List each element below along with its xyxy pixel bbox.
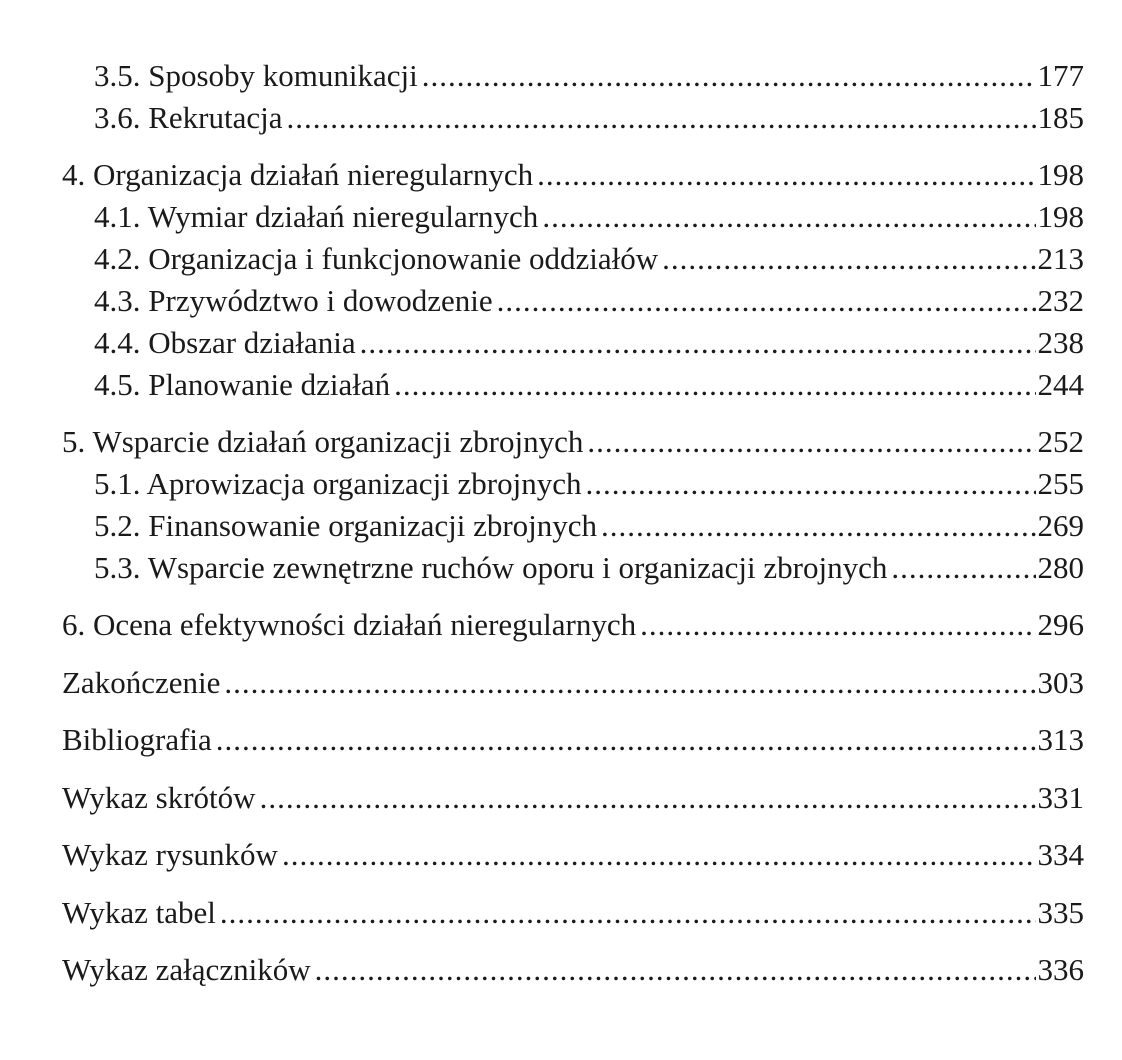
toc-entry-4-5[interactable] xyxy=(94,367,1084,403)
toc-entry-label: Zakończenie xyxy=(62,665,221,700)
toc-entry-label: 4.2. Organizacja i funkcjonowanie oddziałów xyxy=(94,241,659,276)
toc-entry-label: 4.1. Wymiar działań nieregularnych xyxy=(94,199,539,234)
toc-entry-page-number: 331 xyxy=(1037,780,1084,815)
toc-entry-label: Wykaz rysunków xyxy=(62,837,278,872)
toc-entry-zakonczenie[interactable] xyxy=(62,665,1084,701)
dot-leader xyxy=(587,424,1035,460)
toc-entry-page-number: 303 xyxy=(1037,665,1084,700)
toc-entry-page-number: 334 xyxy=(1037,837,1084,872)
toc-entry-wykaz-skrotow[interactable] xyxy=(62,780,1084,816)
toc-entry-bibliografia[interactable] xyxy=(62,722,1084,758)
toc-entry-4-3[interactable] xyxy=(94,283,1084,319)
dot-leader xyxy=(282,837,1036,873)
toc-entry-4-2[interactable] xyxy=(94,241,1084,277)
toc-entry-page-number: 269 xyxy=(1037,508,1084,543)
toc-entry-chapter-6[interactable] xyxy=(62,607,1084,643)
toc-entry-page-number: 232 xyxy=(1037,283,1084,318)
toc-entry-page-number: 255 xyxy=(1037,466,1084,501)
toc-entry-page-number: 185 xyxy=(1037,100,1084,135)
dot-leader xyxy=(891,550,1035,586)
toc-entry-page-number: 198 xyxy=(1037,157,1084,192)
toc-entry-page-number: 296 xyxy=(1037,607,1084,642)
dot-leader xyxy=(537,157,1035,193)
toc-entry-page-number: 198 xyxy=(1037,199,1084,234)
toc-entry-page-number: 313 xyxy=(1037,722,1084,757)
toc-entry-label: 5.1. Aprowizacja organizacji zbrojnych xyxy=(94,466,582,501)
toc-entry-label: 4.4. Obszar działania xyxy=(94,325,356,360)
toc-entry-page-number: 335 xyxy=(1037,895,1084,930)
toc-entry-5-2[interactable] xyxy=(94,508,1084,544)
toc-entry-page-number: 213 xyxy=(1037,241,1084,276)
toc-entry-label: 5.3. Wsparcie zewnętrzne ruchów oporu i organizacji zbrojnych xyxy=(94,550,888,585)
toc-entry-page-number: 280 xyxy=(1037,550,1084,585)
dot-leader xyxy=(360,325,1036,361)
toc-entry-4-1[interactable] xyxy=(94,199,1084,235)
dot-leader xyxy=(394,367,1035,403)
toc-entry-5-1[interactable] xyxy=(94,466,1084,502)
toc-entry-5-3[interactable] xyxy=(94,550,1084,586)
toc-entry-3-5[interactable] xyxy=(94,58,1084,94)
toc-entry-page-number: 244 xyxy=(1037,367,1084,402)
toc-entry-label: Bibliografia xyxy=(62,722,212,757)
toc-entry-label: 3.6. Rekrutacja xyxy=(94,100,283,135)
dot-leader xyxy=(224,665,1035,701)
toc-entry-label: 6. Ocena efektywności działań nieregularnych xyxy=(62,607,637,642)
toc-entry-label: Wykaz tabel xyxy=(62,895,216,930)
dot-leader xyxy=(640,607,1035,643)
toc-entry-chapter-5[interactable] xyxy=(62,424,1084,460)
toc-entry-label: 4. Organizacja działań nieregularnych xyxy=(62,157,534,192)
dot-leader xyxy=(216,722,1036,758)
toc-entry-page-number: 238 xyxy=(1037,325,1084,360)
toc-entry-label: 5. Wsparcie działań organizacji zbrojnych xyxy=(62,424,584,459)
dot-leader xyxy=(422,58,1036,94)
dot-leader xyxy=(287,100,1036,136)
toc-entry-label: 4.3. Przywództwo i dowodzenie xyxy=(94,283,493,318)
dot-leader xyxy=(220,895,1036,931)
dot-leader xyxy=(497,283,1036,319)
toc-entry-chapter-4[interactable] xyxy=(62,157,1084,193)
toc-entry-wykaz-zalacznikow[interactable] xyxy=(62,952,1084,988)
toc-entry-label: 4.5. Planowanie działań xyxy=(94,367,391,402)
toc-entry-3-6[interactable] xyxy=(94,100,1084,136)
toc-entry-label: Wykaz skrótów xyxy=(62,780,256,815)
dot-leader xyxy=(586,466,1036,502)
toc-entry-4-4[interactable] xyxy=(94,325,1084,361)
toc-entry-page-number: 177 xyxy=(1037,58,1084,93)
dot-leader xyxy=(542,199,1035,235)
toc-entry-wykaz-tabel[interactable] xyxy=(62,895,1084,931)
toc-entry-wykaz-rysunkow[interactable] xyxy=(62,837,1084,873)
dot-leader xyxy=(260,780,1036,816)
toc-entry-label: 3.5. Sposoby komunikacji xyxy=(94,58,418,93)
toc-entry-page-number: 252 xyxy=(1037,424,1084,459)
toc-entry-page-number: 336 xyxy=(1037,952,1084,987)
toc-entry-label: 5.2. Finansowanie organizacji zbrojnych xyxy=(94,508,598,543)
dot-leader xyxy=(662,241,1035,277)
toc-entry-label: Wykaz załączników xyxy=(62,952,311,987)
dot-leader xyxy=(601,508,1035,544)
dot-leader xyxy=(315,952,1036,988)
